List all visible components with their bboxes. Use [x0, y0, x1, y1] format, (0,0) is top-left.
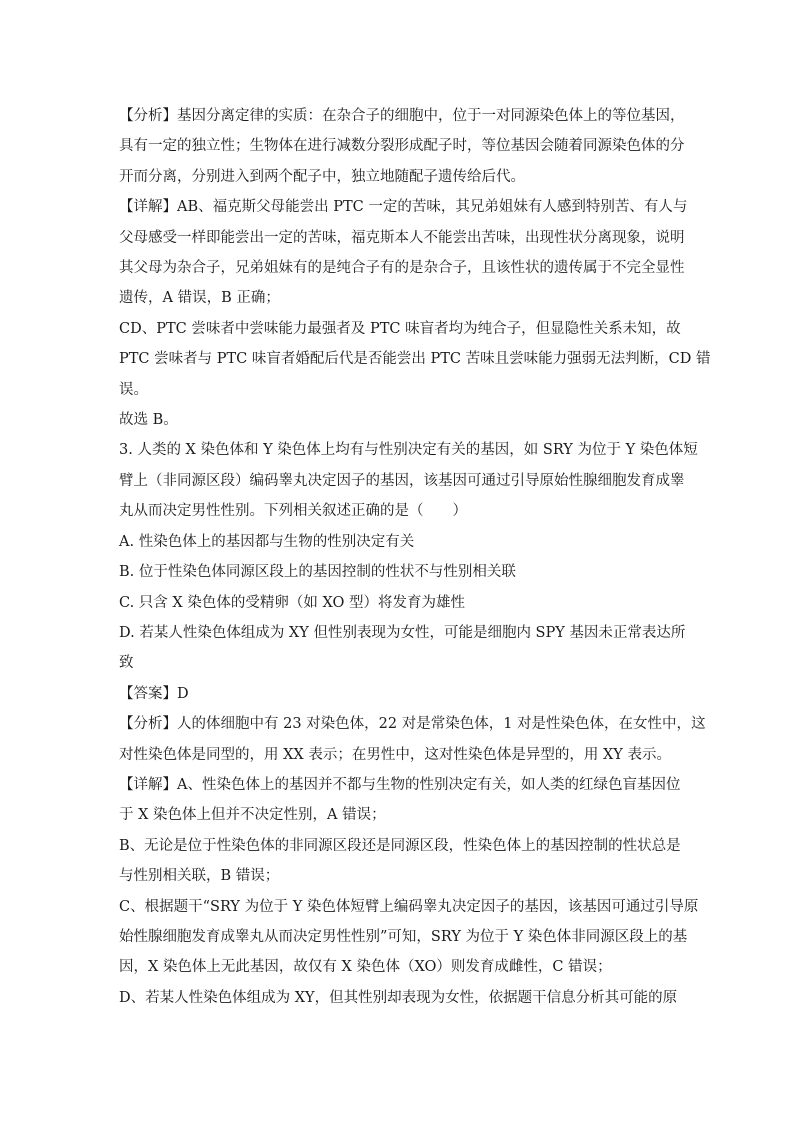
text-line: 3. 人类的 X 染色体和 Y 染色体上均有与性别决定有关的基因，如 SRY 为位于 Y 染色体短	[119, 442, 698, 459]
text-line: CD、PTC 尝味者中尝味能力最强者及 PTC 味盲者均为纯合子，但显隐性关系未知，故	[119, 320, 681, 337]
text-line: 【详解】AB、福克斯父母能尝出 PTC 一定的苦味，其兄弟姐妹有人感到特别苦、有人与	[119, 199, 688, 216]
text-line: 致	[119, 655, 134, 672]
text-line: 故选 B。	[119, 412, 178, 429]
choice-line	[119, 405, 679, 435]
answer-line	[119, 679, 679, 709]
analysis-paragraph	[119, 101, 685, 192]
text-line: 其父母为杂合子，兄弟姐妹有的是纯合子有的是杂合子，且该性状的遗传属于不完全显性	[119, 260, 685, 277]
text-line: 因，X 染色体上无此基因，故仅有 X 染色体（XO）则发育成雌性，C 错误；	[119, 959, 612, 976]
text-line: 【答案】D	[119, 685, 189, 702]
text-line: 【分析】基因分离定律的实质：在杂合子的细胞中，位于一对同源染色体上的等位基因，	[119, 108, 685, 124]
text-line: B、无论是位于性染色体的非同源区段还是同源区段，性染色体上的基因控制的性状总是	[119, 837, 681, 854]
text-line: D. 若某人性染色体组成为 XY 但性别表现为女性，可能是细胞内 SPY 基因未正常表达所	[119, 624, 686, 641]
text-line: A. 性染色体上的基因都与生物的性别决定有关	[119, 533, 415, 550]
text-line: 遗传，A 错误，B 正确；	[119, 290, 280, 307]
option-a	[119, 527, 679, 557]
text-line: C、根据题干“SRY 为位于 Y 染色体短臂上编码睾丸决定因子的基因，该基因可通过引导原	[119, 898, 699, 915]
text-line: C. 只含 X 染色体的受精卵（如 XO 型）将发育为雄性	[119, 594, 466, 611]
text-line: 始性腺细胞发育成睾丸从而决定男性性别”可知，SRY 为位于 Y 染色体非同源区段上的基	[119, 928, 688, 945]
text-line: 开而分离，分别进入到两个配子中，独立地随配子遗传给后代。	[119, 168, 525, 185]
text-line: 【分析】人的体细胞中有 23 对染色体，22 对是常染色体，1 对是性染色体，在女性中，这	[119, 716, 706, 733]
text-line: 与性别相关联，B 错误；	[119, 868, 280, 885]
text-line: 【详解】A、性染色体上的基因并不都与生物的性别决定有关，如人类的红绿色盲基因位	[119, 776, 681, 793]
detail-paragraph-d	[119, 983, 679, 1013]
text-line: 于 X 染色体上但并不决定性别，A 错误；	[119, 807, 386, 824]
detail-paragraph-b	[119, 831, 679, 892]
detail-paragraph-a	[119, 770, 679, 831]
detail-paragraph-cd	[119, 314, 711, 405]
text-line: 误。	[119, 381, 148, 398]
option-d	[119, 618, 686, 679]
text-line: 对性染色体是同型的，用 XX 表示；在男性中，这对性染色体是异型的，用 XY 表示。	[119, 746, 671, 763]
analysis-paragraph-2	[119, 709, 706, 770]
option-c	[119, 588, 679, 618]
text-line: 父母感受一样即能尝出一定的苦味，福克斯本人不能尝出苦味，出现性状分离现象，说明	[119, 229, 685, 246]
detail-paragraph-c	[119, 892, 699, 983]
detail-paragraph	[119, 192, 688, 314]
question-stem	[119, 435, 698, 526]
text-line: 丸从而决定男性性别。下列相关叙述正确的是（ ）	[119, 503, 467, 520]
text-line: 臂上（非同源区段）编码睾丸决定因子的基因，该基因可通过引导原始性腺细胞发育成睾	[119, 472, 685, 489]
text-line: B. 位于性染色体同源区段上的基因控制的性状不与性别相关联	[119, 564, 516, 581]
text-line: 具有一定的独立性；生物体在进行减数分裂形成配子时，等位基因会随着同源染色体的分	[119, 138, 685, 155]
text-line: PTC 尝味者与 PTC 味盲者婚配后代是否能尝出 PTC 苦味且尝味能力强弱无法判断，CD 错	[119, 351, 711, 368]
text-line: D、若某人性染色体组成为 XY，但其性别却表现为女性，依据题干信息分析其可能的原	[119, 989, 678, 1006]
option-b	[119, 557, 679, 587]
document-body	[119, 101, 711, 1013]
